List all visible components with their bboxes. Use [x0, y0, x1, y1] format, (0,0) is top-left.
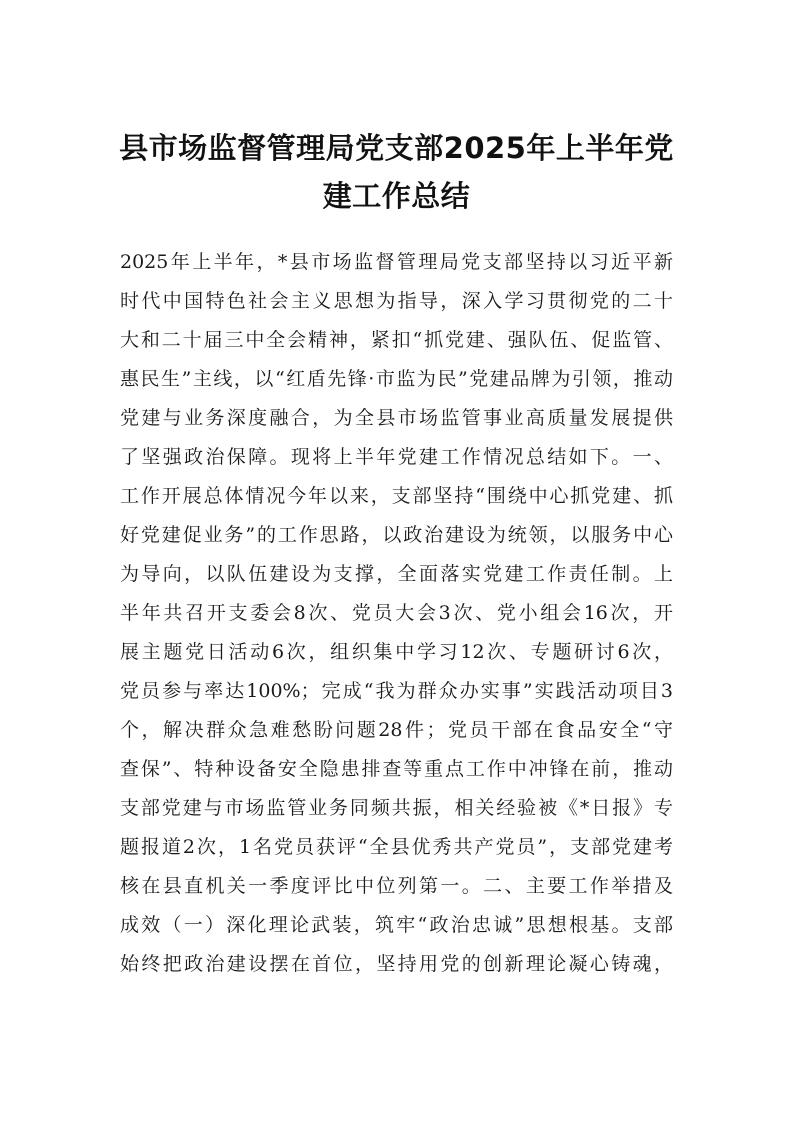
body-line: 大和二十届三中全会精神，紧扣“抓党建、强队伍、促监管、: [120, 329, 673, 351]
body-line: 展主题党日活动6次，组织集中学习12次、专题研讨6次，: [120, 641, 673, 663]
body-line: 个，解决群众急难愁盼问题28件；党员干部在食品安全“守: [120, 719, 673, 741]
body-line: 始终把政治建设摆在首位，坚持用党的创新理论凝心铸魂，: [120, 953, 673, 975]
body-line: 党建与业务深度融合，为全县市场监管事业高质量发展提供: [120, 407, 673, 429]
document-title-line-2: 建工作总结: [322, 179, 471, 213]
body-line: 查保”、特种设备安全隐患排查等重点工作中冲锋在前，推动: [120, 758, 673, 780]
document-body: [120, 243, 673, 984]
body-line: 时代中国特色社会主义思想为指导，深入学习贯彻党的二十: [120, 290, 673, 312]
body-line: 了坚强政治保障。现将上半年党建工作情况总结如下。一、: [120, 446, 673, 468]
body-line: 工作开展总体情况今年以来，支部坚持“围绕中心抓党建、抓: [120, 485, 673, 507]
body-line: 支部党建与市场监管业务同频共振，相关经验被《*日报》专: [120, 797, 673, 819]
body-line: 党员参与率达100%；完成“我为群众办实事”实践活动项目3: [120, 680, 673, 702]
body-line: 2025年上半年，*县市场监督管理局党支部坚持以习近平新: [120, 251, 673, 273]
body-line: 成效（一）深化理论武装，筑牢“政治忠诚”思想根基。支部: [120, 914, 673, 936]
document-title: [100, 124, 693, 220]
body-line: 惠民生”主线，以“红盾先锋·市监为民”党建品牌为引领，推动: [120, 368, 673, 390]
body-line: 核在县直机关一季度评比中位列第一。二、主要工作举措及: [120, 875, 673, 897]
body-line: 为导向，以队伍建设为支撑，全面落实党建工作责任制。上: [120, 563, 673, 585]
document-title-line-1: 县市场监督管理局党支部2025年上半年党: [119, 131, 674, 165]
body-line: 题报道2次，1名党员获评“全县优秀共产党员”，支部党建考: [120, 836, 673, 858]
body-line: 半年共召开支委会8次、党员大会3次、党小组会16次，开: [120, 602, 673, 624]
body-line: 好党建促业务”的工作思路，以政治建设为统领，以服务中心: [120, 524, 673, 546]
